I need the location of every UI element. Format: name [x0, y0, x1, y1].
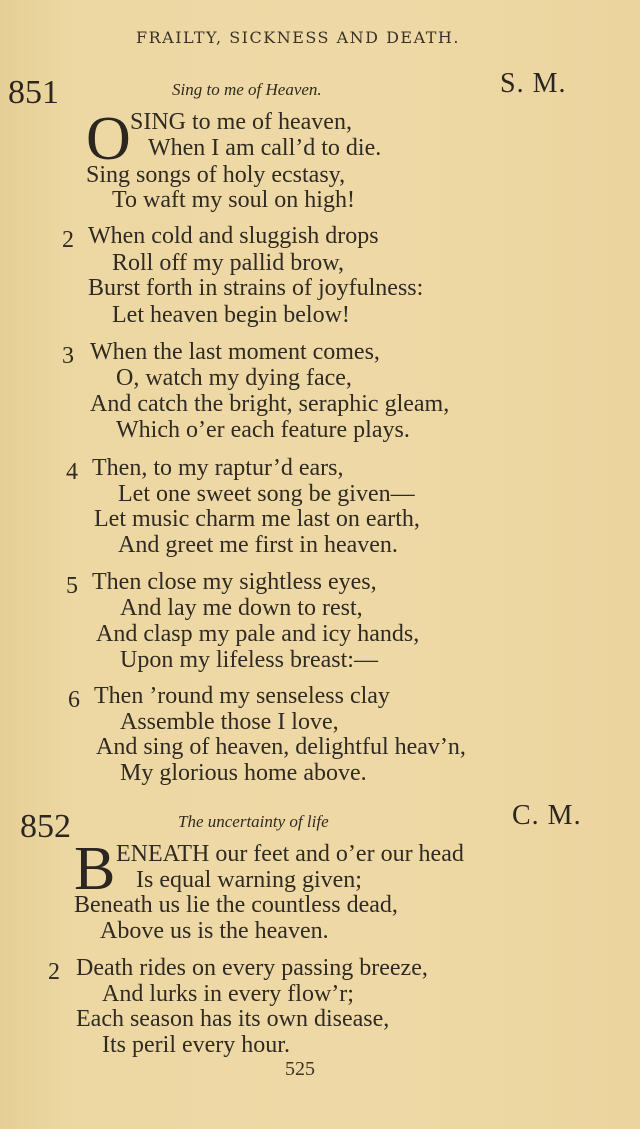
hymn-meter: C. M. [512, 800, 582, 831]
running-header: FRAILTY, SICKNESS AND DEATH. [136, 28, 460, 47]
verse-number: 2 [62, 227, 74, 253]
verse-line: When the last moment comes, [90, 339, 380, 365]
verse-line: Is equal warning given; [136, 867, 362, 893]
hymn-title: Sing to me of Heaven. [172, 80, 322, 99]
verse-line: Upon my lifeless breast:— [120, 647, 378, 673]
verse-line: Then ’round my senseless clay [94, 683, 390, 709]
verse-line: SING to me of heaven, [130, 109, 352, 135]
verse-line: Roll off my pallid brow, [112, 250, 344, 276]
hymn-number: 852 [20, 808, 71, 845]
hymn-meter: S. M. [500, 68, 567, 99]
verse-line: And lay me down to rest, [120, 595, 363, 621]
verse-line: Above us is the heaven. [100, 918, 329, 944]
hymn-title: The uncertainty of life [178, 812, 329, 831]
verse-line: Let music charm me last on earth, [94, 506, 420, 532]
verse-line: Assemble those I love, [120, 709, 339, 735]
verse-number: 6 [68, 687, 80, 713]
verse-line: Sing songs of holy ecstasy, [86, 162, 346, 188]
verse-line: When I am call’d to die. [148, 135, 382, 161]
verse-line: My glorious home above. [120, 760, 367, 786]
verse-line: And clasp my pale and icy hands, [96, 621, 420, 647]
verse-line: Burst forth in strains of joyfulness: [88, 275, 424, 301]
verse-line: Let one sweet song be given— [118, 481, 415, 507]
drop-cap: B [74, 835, 116, 903]
verse-number: 5 [66, 573, 78, 599]
verse-line: Which o’er each feature plays. [116, 417, 410, 443]
verse-line: Its peril every hour. [102, 1032, 290, 1058]
verse-number: 3 [62, 343, 74, 369]
verse-line: And greet me first in heaven. [118, 532, 398, 558]
page-number: 525 [285, 1058, 315, 1080]
verse-line: O, watch my dying face, [116, 365, 352, 391]
verse-line: Then, to my raptur’d ears, [92, 455, 344, 481]
verse-line: Then close my sightless eyes, [92, 569, 377, 595]
verse-line: And lurks in every flow’r; [102, 981, 354, 1007]
verse-line: To waft my soul on high! [112, 187, 355, 213]
verse-line: And sing of heaven, delightful heav’n, [96, 734, 466, 760]
verse-line: Each season has its own disease, [76, 1006, 390, 1032]
verse-line: Let heaven begin below! [112, 302, 350, 328]
verse-line: When cold and sluggish drops [88, 223, 379, 249]
verse-line: And catch the bright, seraphic gleam, [90, 391, 450, 417]
verse-line: ENEATH our feet and o’er our head [116, 841, 464, 867]
drop-cap: O [86, 105, 131, 173]
verse-line: Death rides on every passing breeze, [76, 955, 428, 981]
hymn-number: 851 [8, 74, 59, 111]
verse-number: 4 [66, 459, 78, 485]
verse-number: 2 [48, 959, 60, 985]
verse-line: Beneath us lie the countless dead, [74, 892, 398, 918]
